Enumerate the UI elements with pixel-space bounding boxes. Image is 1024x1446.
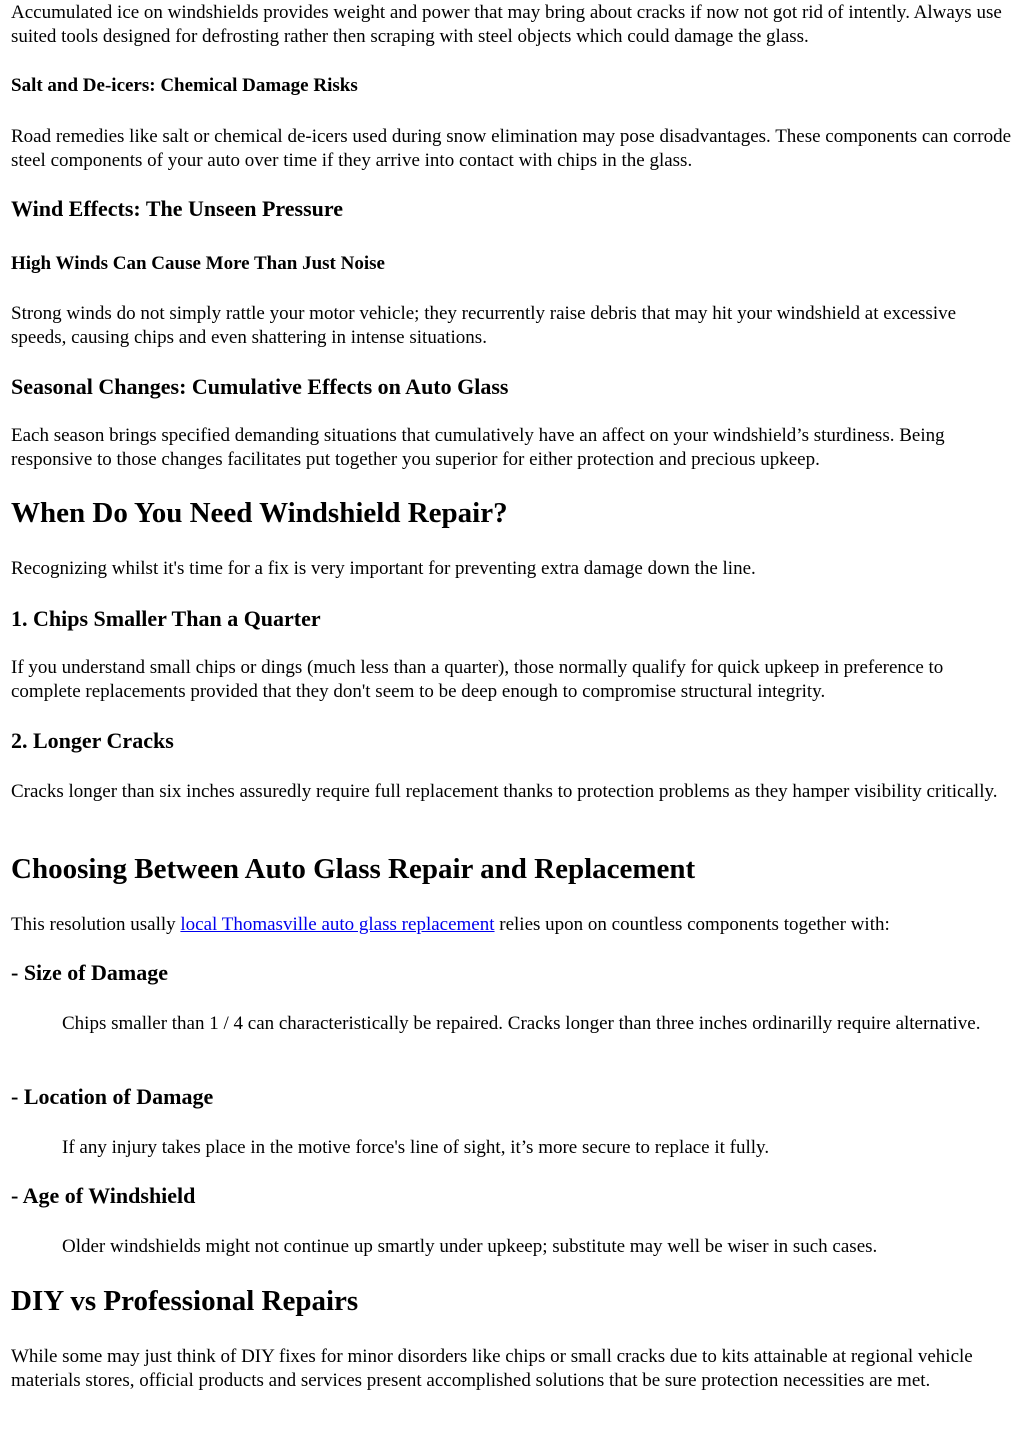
location-of-damage-heading: - Location of Damage	[11, 1084, 214, 1109]
salt-paragraph: Road remedies like salt or chemical de-icers used during snow elimination may pose disadvantages. These components can corrode steel components of your auto over time if they arrive into contact with chips in the glass.	[11, 126, 1012, 171]
seasonal-paragraph: Each season brings specified demanding situations that cumulatively have an affect on your windshield’s sturdiness. Being responsive to those changes facilitates put together you superior for either protection and precious upkeep.	[11, 425, 945, 470]
thomasville-auto-glass-link[interactable]: local Thomasville auto glass replacement	[180, 914, 495, 935]
age-of-windshield-heading: - Age of Windshield	[11, 1183, 196, 1208]
size-of-damage-heading: - Size of Damage	[11, 960, 169, 985]
intro-paragraph: Accumulated ice on windshields provides weight and power that may bring about cracks if now not got rid of intently. Always use suited tools designed for defrosting rather then scraping with steel objects which could damage the glass.	[11, 2, 1002, 47]
chips-heading: 1. Chips Smaller Than a Quarter	[11, 606, 321, 631]
choosing-paragraph-before: This resolution usally	[11, 914, 181, 935]
size-of-damage-text: Chips smaller than 1 / 4 can characteristically be repaired. Cracks longer than three inches ordinarilly require alternative.	[62, 1013, 981, 1034]
wind-subheading: High Winds Can Cause More Than Just Noise	[11, 253, 385, 274]
salt-heading: Salt and De-icers: Chemical Damage Risks	[11, 75, 358, 96]
age-of-windshield-text: Older windshields might not continue up smartly under upkeep; substitute may well be wiser in such cases.	[62, 1236, 878, 1257]
diy-heading: DIY vs Professional Repairs	[11, 1285, 359, 1317]
seasonal-heading: Seasonal Changes: Cumulative Effects on Auto Glass	[11, 374, 509, 399]
choosing-paragraph	[11, 913, 1015, 937]
wind-heading: Wind Effects: The Unseen Pressure	[11, 196, 344, 221]
choosing-heading: Choosing Between Auto Glass Repair and Replacement	[11, 853, 696, 885]
when-repair-heading: When Do You Need Windshield Repair?	[11, 497, 508, 529]
diy-paragraph: While some may just think of DIY fixes for minor disorders like chips or small cracks due to kits attainable at regional vehicle materials stores, official products and services present accomplished solutions that be sure protection necessities are met.	[11, 1346, 973, 1391]
cracks-heading: 2. Longer Cracks	[11, 728, 174, 753]
wind-paragraph: Strong winds do not simply rattle your motor vehicle; they recurrently raise debris that may hit your windshield at excessive speeds, causing chips and even shattering in intense situations.	[11, 303, 957, 348]
when-repair-paragraph: Recognizing whilst it's time for a fix is very important for preventing extra damage down the line.	[11, 558, 756, 579]
cracks-paragraph: Cracks longer than six inches assuredly require full replacement thanks to protection problems as they hamper visibility critically.	[11, 781, 998, 802]
location-of-damage-text: If any injury takes place in the motive force's line of sight, it’s more secure to replace it fully.	[62, 1137, 770, 1158]
chips-paragraph: If you understand small chips or dings (much less than a quarter), those normally qualify for quick upkeep in preference to complete replacements provided that they don't seem to be deep enough to compromise structural integrity.	[11, 657, 944, 702]
choosing-paragraph-after: relies upon on countless components together with:	[494, 914, 890, 935]
